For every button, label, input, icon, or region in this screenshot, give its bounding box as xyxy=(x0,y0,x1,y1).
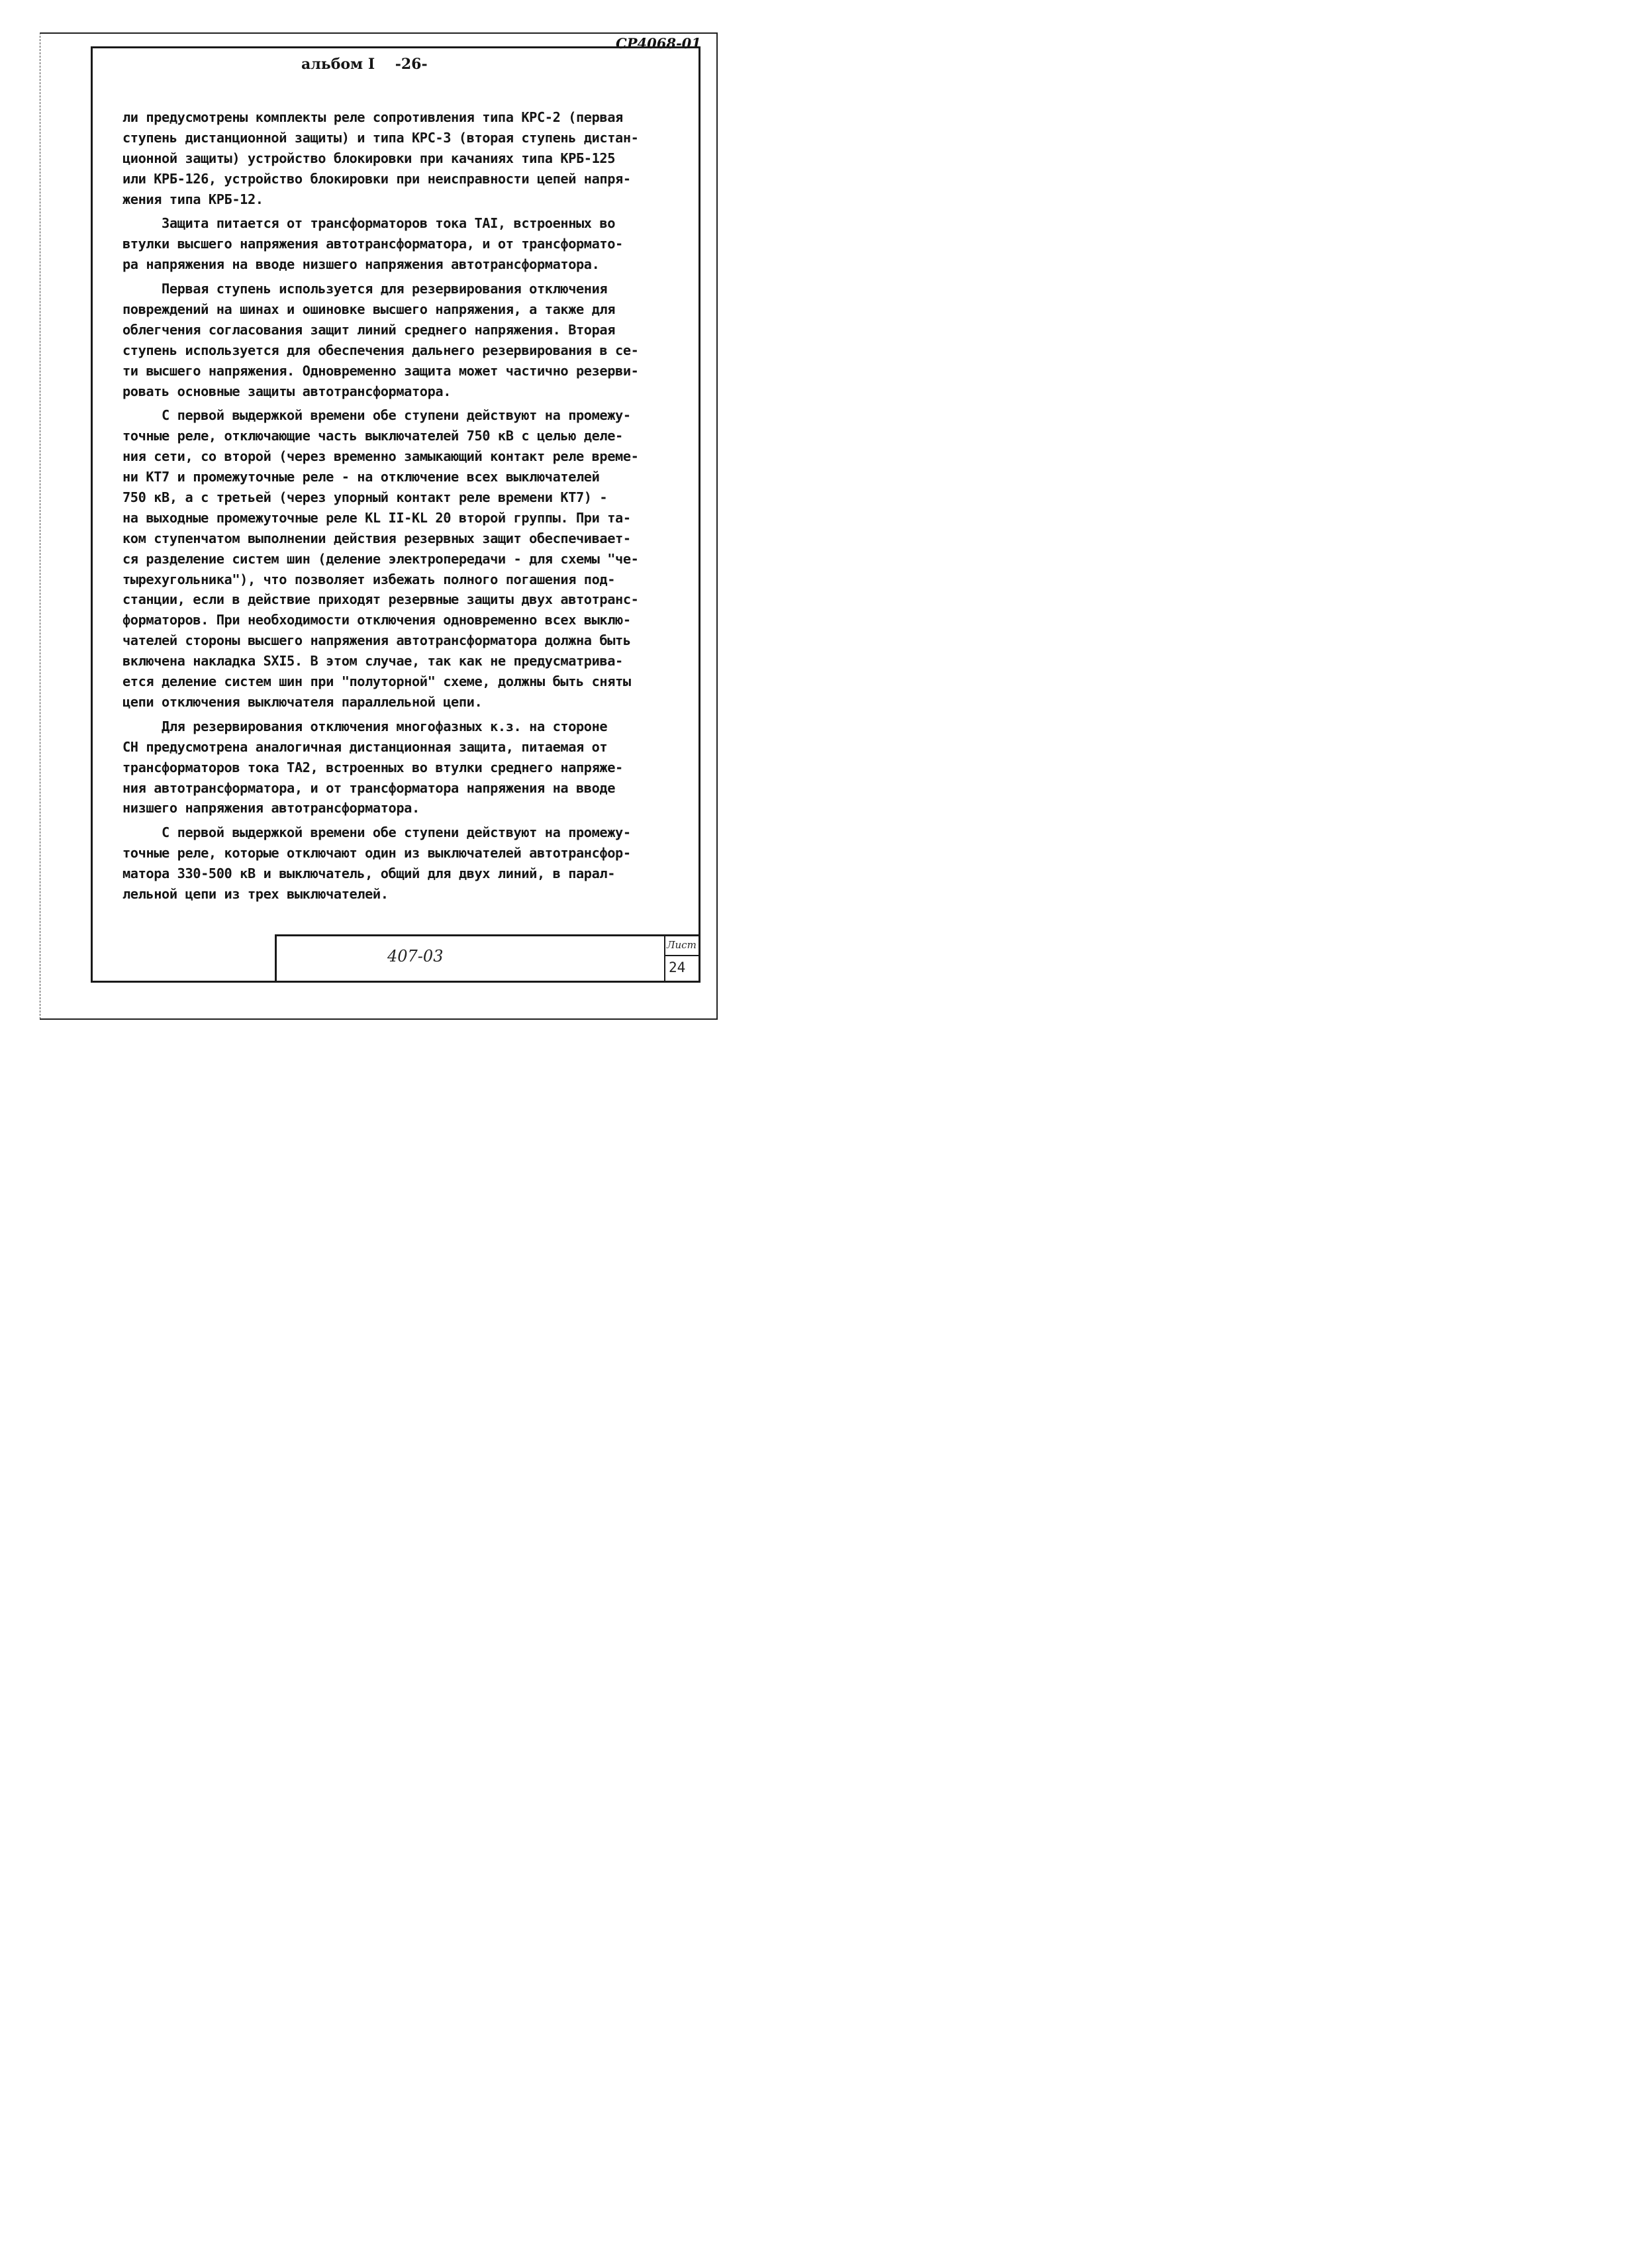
text-line: ти высшего напряжения. Одновременно защита может частично резерви- xyxy=(122,362,639,379)
text-line: ется деление систем шин при "полуторной" схеме, должны быть сняты xyxy=(122,673,631,690)
text-line: СН предусмотрена аналогичная дистанционная защита, питаемая от xyxy=(122,738,608,755)
text-line: чателей стороны высшего напряжения автотрансформатора должна быть xyxy=(122,632,631,649)
text-line: на выходные промежуточные реле КL II-КL 20 второй группы. При та- xyxy=(122,509,631,526)
paragraph xyxy=(122,279,692,401)
text-line: облегчения согласования защит линий среднего напряжения. Вторая xyxy=(122,321,616,338)
text-line: форматоров. При необходимости отключения одновременно всех выклю- xyxy=(122,612,631,628)
document-code: СР4068-01 xyxy=(616,35,701,52)
text-line: С первой выдержкой времени обе ступени действуют на промежу- xyxy=(122,407,631,424)
paragraph xyxy=(122,213,692,275)
text-line: цепи отключения выключателя параллельной цепи. xyxy=(122,693,483,710)
text-line: ния автотрансформатора, и от трансформатора напряжения на вводе xyxy=(122,779,616,796)
text-line: тырехугольника"), что позволяет избежать полного погашения под- xyxy=(122,571,616,587)
text-line: лельной цепи из трех выключателей. xyxy=(122,885,389,902)
text-line: Первая ступень используется для резервирования отключения xyxy=(122,281,608,297)
text-line: Для резервирования отключения многофазных к.з. на стороне xyxy=(122,718,608,734)
document-number: 407-03 xyxy=(387,947,444,965)
sheet-label: Лист xyxy=(667,939,697,951)
text-line: низшего напряжения автотрансформатора. xyxy=(122,800,420,816)
text-line: трансформаторов тока ТА2, встроенных во втулки среднего напряже- xyxy=(122,759,623,775)
text-line: жения типа КРБ-12. xyxy=(122,191,264,207)
text-line: матора 330-500 кВ и выключатель, общий для двух линий, в парал- xyxy=(122,865,616,882)
body-text xyxy=(122,107,692,905)
text-line: точные реле, которые отключают один из выключателей автотрансфор- xyxy=(122,845,631,862)
text-line: ни КТ7 и промежуточные реле - на отключение всех выключателей xyxy=(122,469,600,485)
paragraph xyxy=(122,716,692,818)
outer-trim-line-bottom xyxy=(40,1018,718,1020)
text-line: станции, если в действие приходят резервные защиты двух автотранс- xyxy=(122,591,639,608)
text-line: точные реле, отключающие часть выключателей 750 кВ с целью деле- xyxy=(122,428,623,444)
text-line: Защита питается от трансформаторов тока ТАI, встроенных во xyxy=(122,215,616,232)
text-line: ступень дистанционной защиты) и типа КРС-3 (вторая ступень дистан- xyxy=(122,129,639,146)
outer-trim-line-top xyxy=(40,32,718,34)
text-line: ком ступенчатом выполнении действия резервных защит обеспечивает- xyxy=(122,530,631,546)
text-line: ра напряжения на вводе низшего напряжения автотрансформатора. xyxy=(122,256,600,273)
text-line: ся разделение систем шин (деление электропередачи - для схемы "че- xyxy=(122,550,639,567)
paragraph xyxy=(122,107,692,209)
text-line: ли предусмотрены комплекты реле сопротивления типа КРС-2 (первая xyxy=(122,109,623,125)
outer-trim-line-right xyxy=(716,32,718,1019)
sheet-number: 24 xyxy=(669,960,686,975)
text-line: ционной защиты) устройство блокировки при качаниях типа КРБ-125 xyxy=(122,150,616,166)
paragraph xyxy=(122,822,692,905)
paragraph xyxy=(122,405,692,712)
text-line: С первой выдержкой времени обе ступени действуют на промежу- xyxy=(122,824,631,841)
text-line: втулки высшего напряжения автотрансформатора, и от трансформато- xyxy=(122,236,623,252)
text-line: 750 кВ, а с третьей (через упорный контакт реле времени КТ7) - xyxy=(122,489,608,506)
text-line: ровать основные защиты автотрансформатора. xyxy=(122,383,452,399)
title-block xyxy=(275,934,700,983)
page-header: альбом I -26- xyxy=(301,56,428,73)
text-line: или КРБ-126, устройство блокировки при неисправности цепей напря- xyxy=(122,170,631,187)
text-line: ния сети, со второй (через временно замыкающий контакт реле време- xyxy=(122,448,639,465)
sheet-divider xyxy=(664,955,700,956)
text-line: ступень используется для обеспечения дальнего резервирования в се- xyxy=(122,342,639,358)
text-line: повреждений на шинах и ошиновке высшего напряжения, а также для xyxy=(122,301,616,318)
text-line: включена накладка SXI5. В этом случае, так как не предусматрива- xyxy=(122,653,623,669)
